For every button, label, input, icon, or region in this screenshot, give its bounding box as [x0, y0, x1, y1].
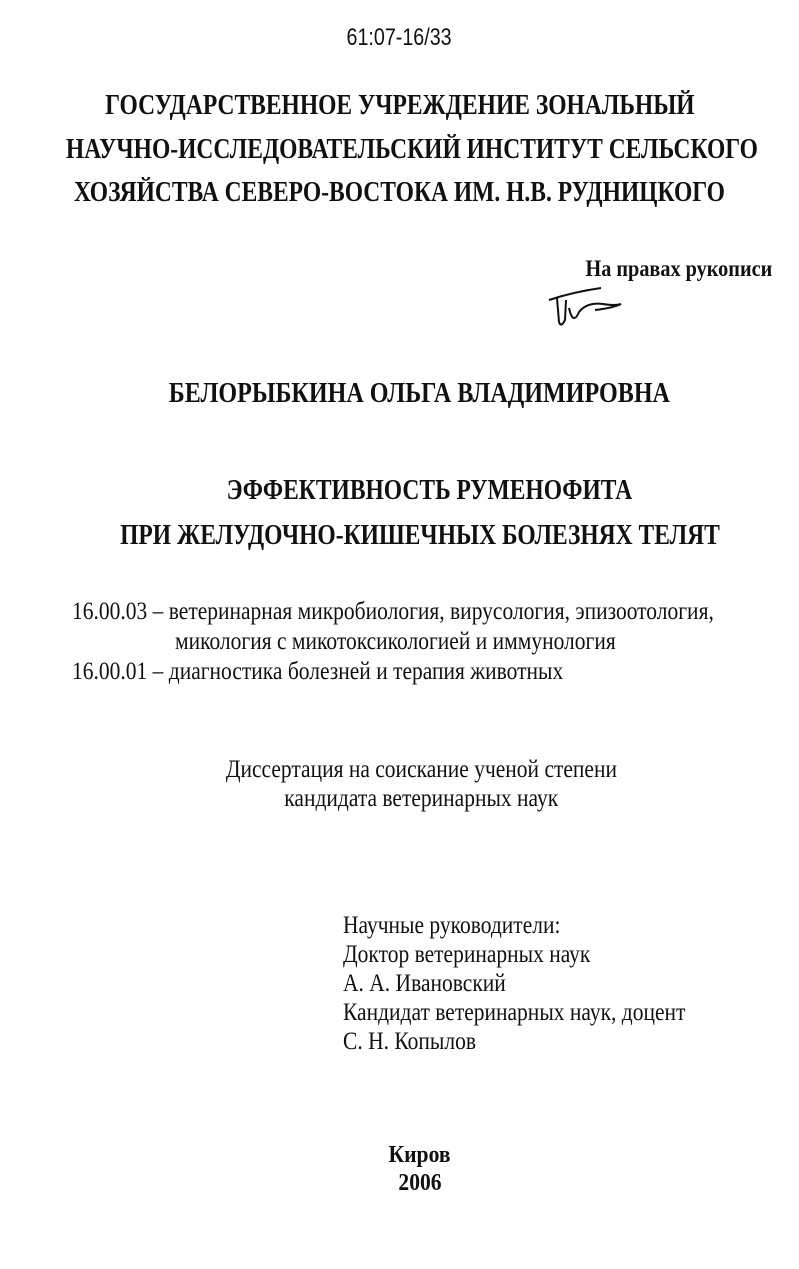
supervisor-1-degree: Доктор ветеринарных наук — [343, 941, 591, 968]
supervisor-1-name: А. А. Ивановский — [343, 970, 506, 997]
specialty-1-continued: микология с микотоксикологией и иммунология — [175, 628, 616, 655]
supervisors-heading: Научные руководители: — [343, 912, 561, 939]
document-code: 61:07-16/33 — [346, 24, 453, 51]
institution-line-3: ХОЗЯЙСТВА СЕВЕРО-ВОСТОКА ИМ. Н.В. РУДНИЦКОГО — [74, 177, 725, 208]
signature — [543, 286, 628, 331]
city: Киров — [388, 1142, 451, 1168]
dissertation-line-2: кандидата ветеринарных наук — [284, 785, 559, 812]
year: 2006 — [397, 1170, 442, 1196]
title-line-1: ЭФФЕКТИВНОСТЬ РУМЕНОФИТА — [226, 475, 633, 506]
supervisor-2-degree: Кандидат ветеринарных наук, доцент — [343, 999, 686, 1026]
author-name: БЕЛОРЫБКИНА ОЛЬГА ВЛАДИМИРОВНА — [168, 378, 671, 409]
dissertation-line-1: Диссертация на соискание ученой степени — [225, 756, 618, 783]
institution-line-2: НАУЧНО-ИССЛЕДОВАТЕЛЬСКИЙ ИНСТИТУТ СЕЛЬСКОГО — [65, 134, 758, 165]
institution-line-1: ГОСУДАРСТВЕННОЕ УЧРЕЖДЕНИЕ ЗОНАЛЬНЫЙ — [104, 90, 695, 121]
title-line-2: ПРИ ЖЕЛУДОЧНО-КИШЕЧНЫХ БОЛЕЗНЯХ ТЕЛЯТ — [119, 520, 720, 551]
rights-note: На правах рукописи — [585, 256, 772, 281]
specialty-1: 16.00.03 – ветеринарная микробиология, вирусология, эпизоотология, — [72, 598, 714, 625]
supervisor-2-name: С. Н. Копылов — [343, 1028, 476, 1055]
specialty-2: 16.00.01 – диагностика болезней и терапия животных — [72, 658, 564, 685]
